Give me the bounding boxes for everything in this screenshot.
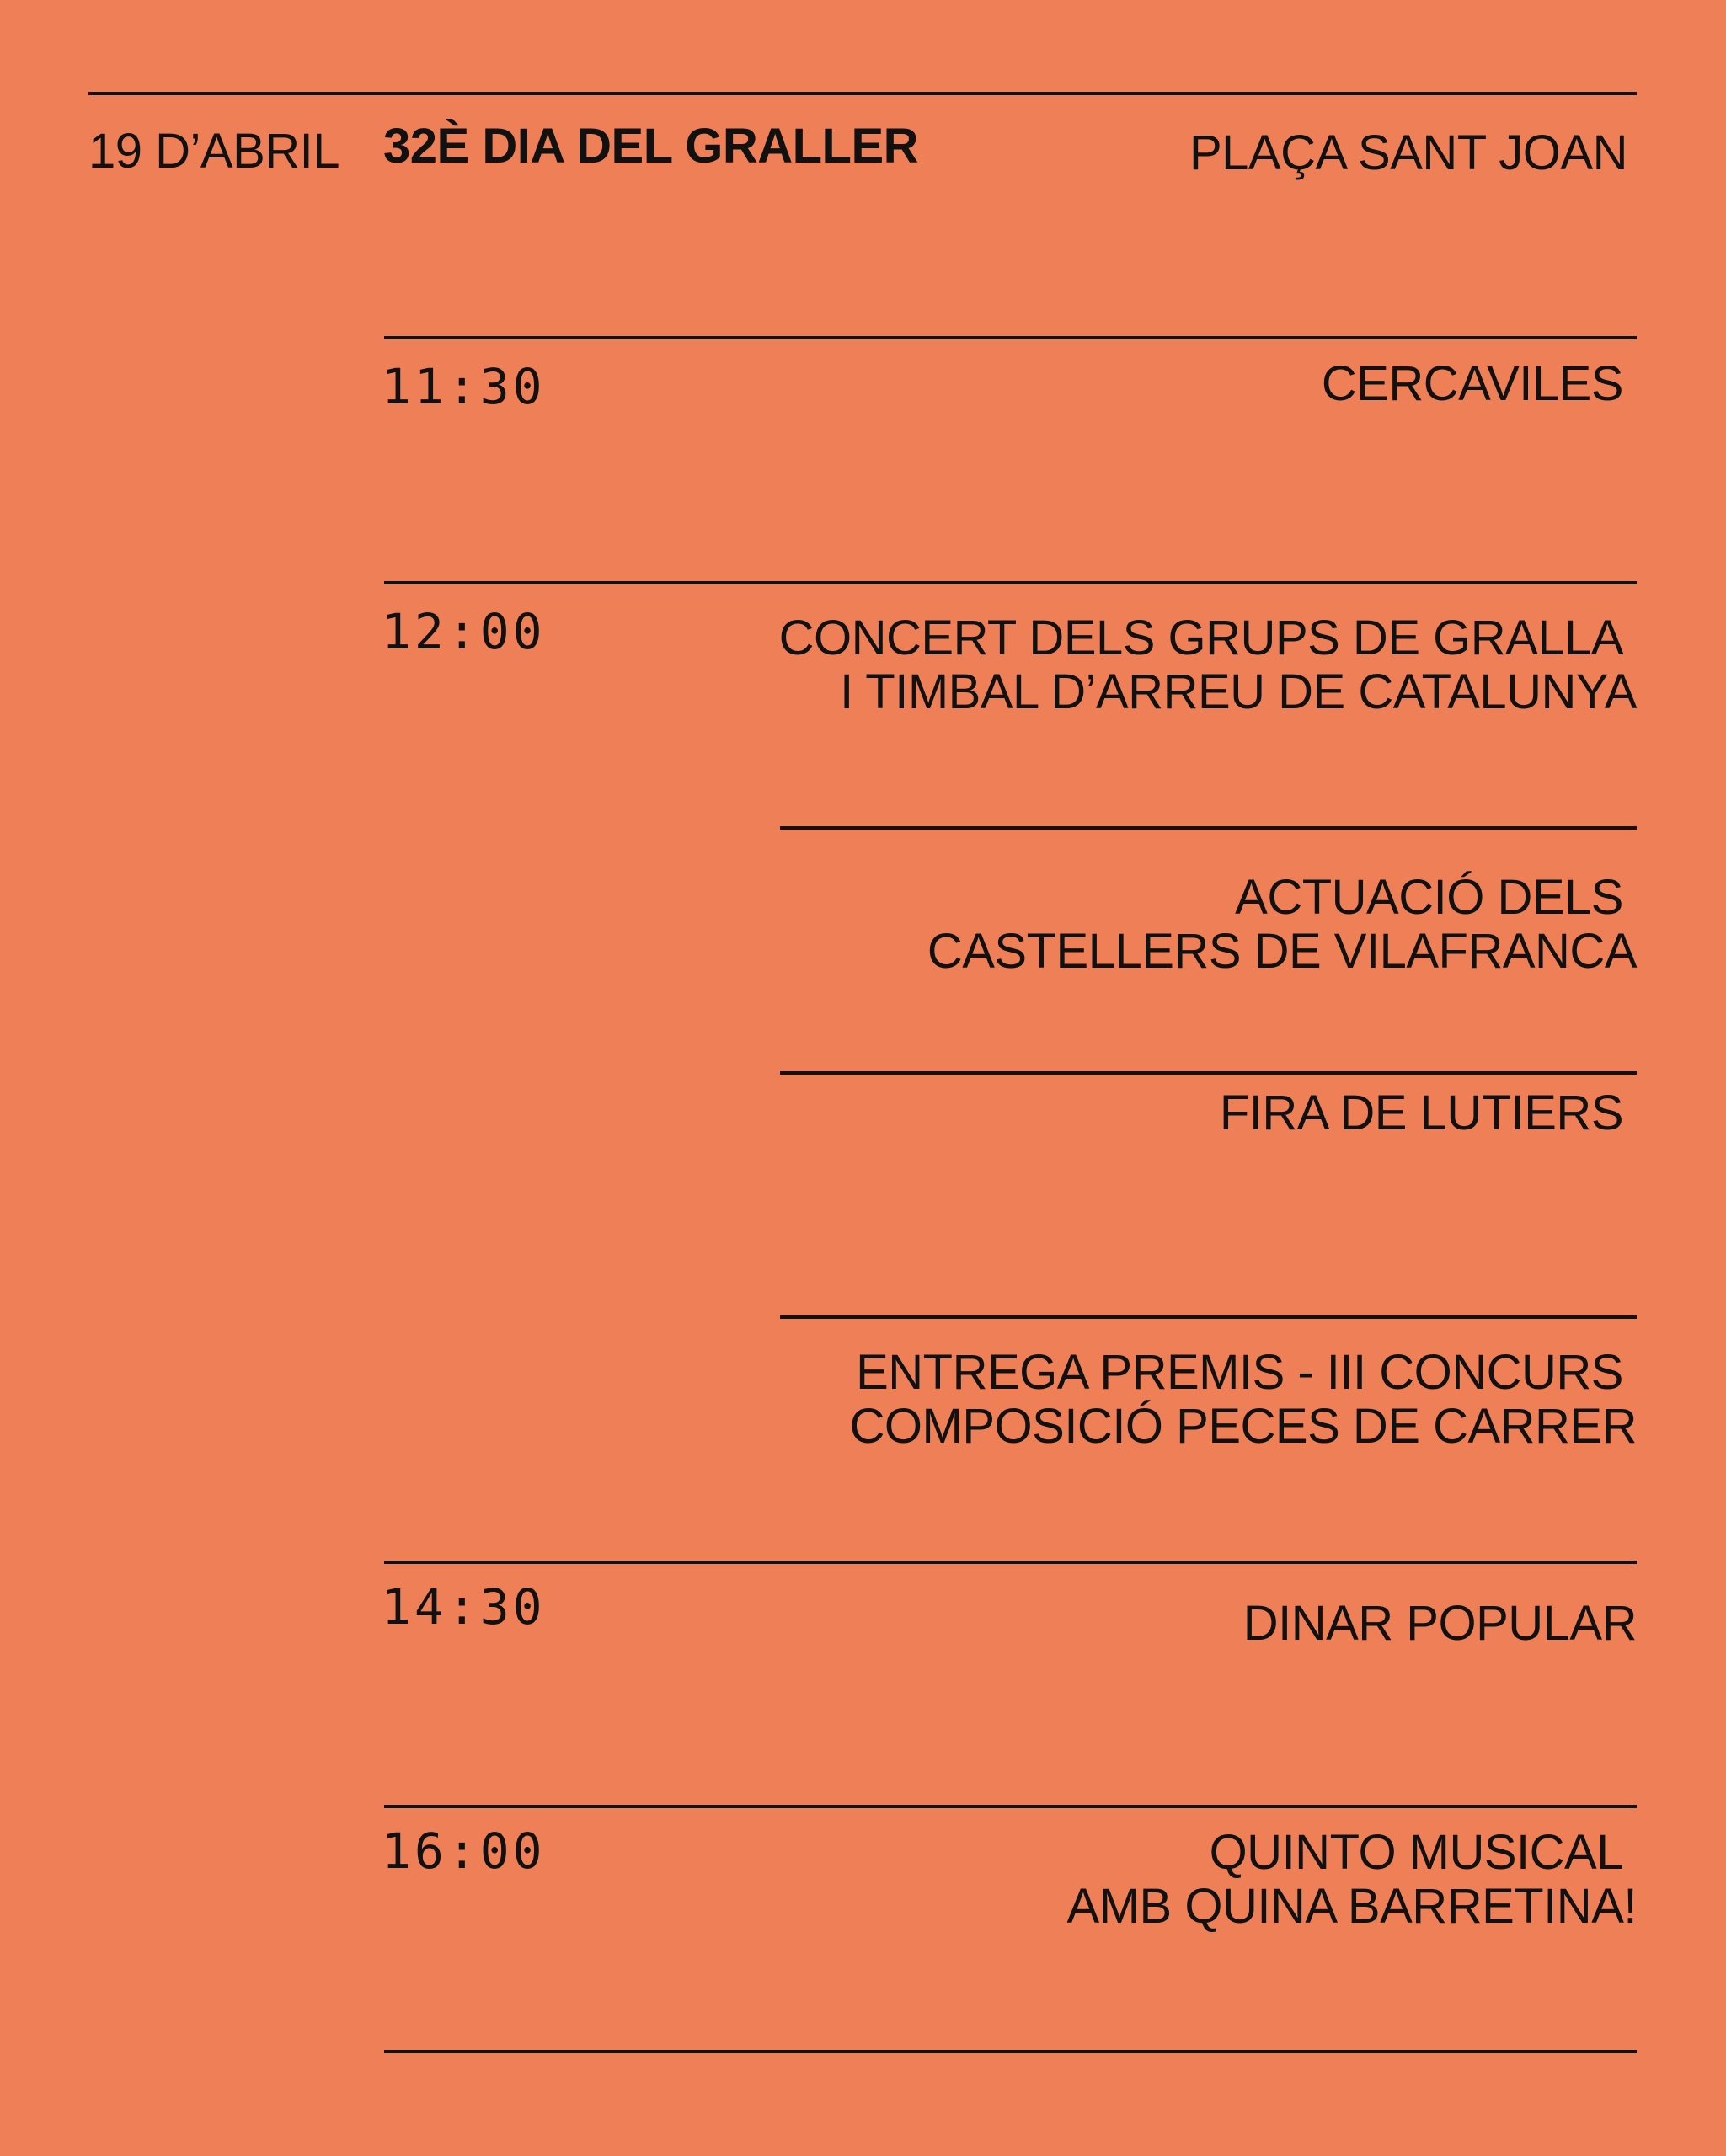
activity-line: QUINTO MUSICAL [1209,1825,1623,1880]
schedule-rule-5 [780,1315,1637,1319]
event-title: 32È DIA DEL GRALLER [383,119,919,173]
schedule-activity-7 [1067,1826,1637,1934]
activity-line: FIRA DE LUTIERS [1219,1086,1623,1140]
schedule-rule-4 [780,1071,1637,1075]
schedule-activity-6 [1243,1597,1637,1651]
schedule-rule-6 [384,1561,1637,1564]
schedule-bottom-rule [384,2050,1637,2053]
activity-line: CASTELLERS DE VILAFRANCA [927,924,1637,979]
schedule-rule-3 [780,826,1637,830]
schedule-time-7: 16:00 [382,1822,546,1880]
schedule-rule-1 [384,336,1637,339]
event-date: 19 D’ABRIL [88,124,340,179]
schedule-activity-4 [1220,1086,1623,1140]
schedule-activity-1 [1322,357,1623,411]
schedule-time-6: 14:30 [382,1578,546,1636]
schedule-activity-2 [779,611,1637,719]
activity-line: I TIMBAL D’ARREU DE CATALUNYA [840,664,1637,719]
schedule-rule-7 [384,1805,1637,1808]
event-venue: PLAÇA SANT JOAN [1189,125,1627,180]
activity-line: ACTUACIÓ DELS [1235,870,1623,925]
activity-line: DINAR POPULAR [1242,1596,1637,1651]
schedule-time-2: 12:00 [382,603,546,660]
schedule-rule-2 [384,581,1637,584]
schedule-time-1: 11:30 [382,358,546,415]
header-top-rule [88,92,1637,95]
activity-line: CONCERT DELS GRUPS DE GRALLA [778,611,1623,665]
activity-line: COMPOSICIÓ PECES DE CARRER [849,1399,1637,1454]
activity-line: CERCAVILES [1321,356,1623,411]
schedule-activity-5 [850,1346,1637,1454]
schedule-activity-3 [927,871,1637,979]
activity-line: ENTREGA PREMIS - III CONCURS [856,1345,1623,1400]
activity-line: AMB QUINA BARRETINA! [1066,1879,1637,1934]
